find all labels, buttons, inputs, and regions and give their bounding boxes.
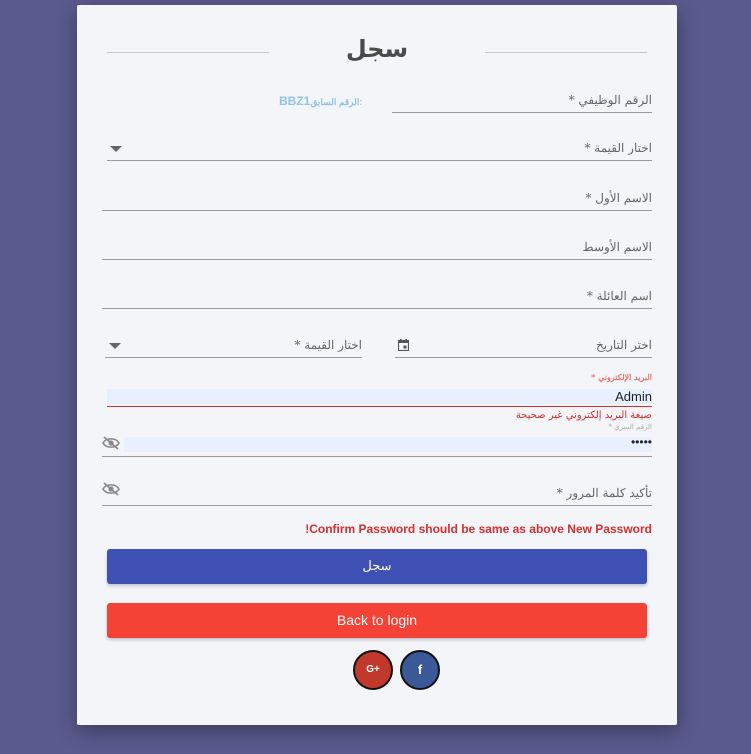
email-label: البريد الإلكتروني * <box>591 372 652 382</box>
confirm-password-underline <box>102 505 652 506</box>
previous-id-hint <box>279 94 366 108</box>
first-name-underline <box>102 210 652 211</box>
select-value-1-label: اختار القيمة * <box>584 141 652 155</box>
password-label: الرقم السري * <box>608 423 652 431</box>
date-underline <box>395 357 652 358</box>
select-value-2-underline <box>105 357 362 358</box>
employee-id-label: الرقم الوظيفي * <box>568 93 652 107</box>
back-to-login-button[interactable]: Back to login <box>107 603 647 638</box>
previous-id-value: BBZ1 <box>279 94 311 108</box>
password-value[interactable]: ••••• <box>630 435 652 449</box>
confirm-password-field[interactable] <box>102 477 652 506</box>
calendar-icon[interactable] <box>398 339 409 351</box>
chevron-down-icon <box>109 343 121 349</box>
register-button[interactable]: سجل <box>107 549 647 584</box>
email-underline <box>107 406 652 407</box>
email-field[interactable] <box>107 372 652 407</box>
select-value-2-label: اختار القيمة * <box>294 338 362 352</box>
page-title: سجل <box>345 35 409 63</box>
previous-id-prefix: الرقم السابق: <box>310 97 363 107</box>
family-name-field[interactable] <box>102 283 652 309</box>
middle-name-field[interactable] <box>102 234 652 260</box>
select-value-1[interactable] <box>107 135 652 161</box>
chevron-down-icon <box>110 146 122 152</box>
employee-id-field[interactable] <box>392 87 652 113</box>
password-underline <box>102 456 652 457</box>
register-card <box>77 5 677 725</box>
title-divider-right <box>485 52 647 53</box>
google-plus-icon[interactable]: G+ <box>353 650 393 690</box>
facebook-icon[interactable]: f <box>400 650 440 690</box>
employee-id-underline <box>392 112 652 113</box>
first-name-label: الاسم الأول * <box>585 191 652 205</box>
confirm-password-label: تأكيد كلمة المرور * <box>556 486 652 500</box>
family-name-label: اسم العائلة * <box>586 289 652 303</box>
title-section <box>107 35 647 71</box>
email-error: صيغة البريد إلكتروني غير صحيحة <box>515 410 652 421</box>
middle-name-underline <box>102 259 652 260</box>
family-name-underline <box>102 308 652 309</box>
email-value[interactable]: Admin <box>615 389 652 404</box>
date-label: اختر التاريخ <box>596 338 652 352</box>
eye-off-icon[interactable] <box>102 436 120 450</box>
select-value-2[interactable] <box>105 332 362 358</box>
eye-off-icon[interactable] <box>102 482 120 496</box>
confirm-password-error: !Confirm Password should be same as above New Password <box>305 522 652 536</box>
first-name-field[interactable] <box>102 185 652 211</box>
middle-name-label: الاسم الأوسط <box>582 240 652 254</box>
select-value-1-underline <box>107 160 652 161</box>
password-autofill-bg <box>124 437 652 452</box>
email-autofill-bg <box>107 389 652 404</box>
date-field[interactable] <box>395 332 652 358</box>
password-field[interactable] <box>102 423 652 457</box>
